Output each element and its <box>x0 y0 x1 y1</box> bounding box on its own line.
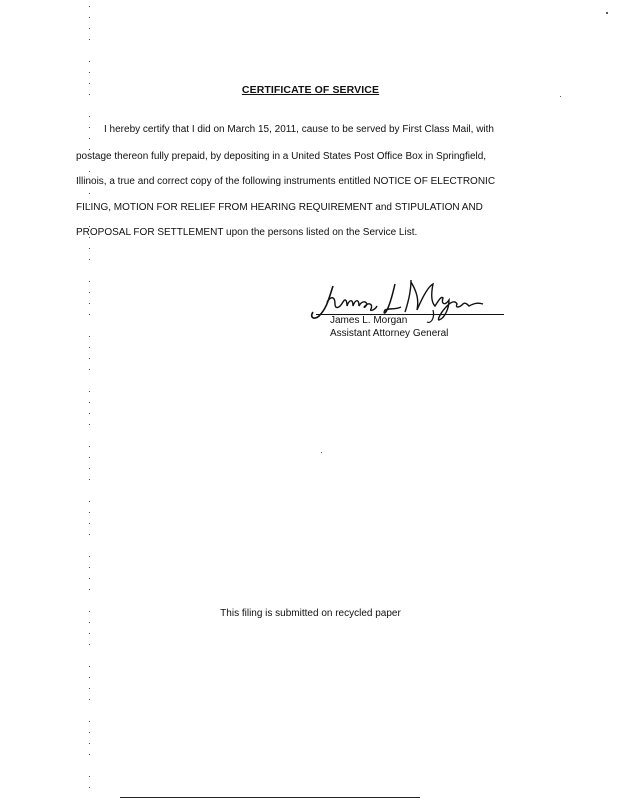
margin-speck <box>89 171 90 172</box>
margin-speck <box>89 358 90 359</box>
margin-speck <box>89 292 90 293</box>
body-line: Illinois, a true and correct copy of the following instruments entitled NOTICE OF ELECTRONIC <box>76 176 496 187</box>
scan-speck <box>606 12 608 14</box>
margin-speck <box>89 556 90 557</box>
margin-speck <box>89 281 90 282</box>
margin-speck <box>89 424 90 425</box>
margin-speck <box>89 787 90 788</box>
margin-speck <box>89 248 90 249</box>
margin-speck <box>89 149 90 150</box>
margin-speck <box>89 776 90 777</box>
margin-speck <box>89 6 90 7</box>
margin-speck <box>89 688 90 689</box>
margin-speck <box>89 699 90 700</box>
margin-speck <box>89 39 90 40</box>
signer-title: Assistant Attorney General <box>330 328 449 339</box>
margin-speck <box>89 468 90 469</box>
body-line: PROPOSAL FOR SETTLEMENT upon the persons listed on the Service List. <box>76 227 418 238</box>
margin-speck <box>89 721 90 722</box>
margin-speck <box>89 633 90 634</box>
margin-speck <box>89 666 90 667</box>
margin-speck <box>89 72 90 73</box>
page-title: CERTIFICATE OF SERVICE <box>241 84 380 96</box>
margin-speck <box>89 567 90 568</box>
margin-speck <box>89 336 90 337</box>
margin-speck <box>89 193 90 194</box>
margin-speck <box>89 314 90 315</box>
scan-edge <box>120 797 420 798</box>
margin-speck <box>89 523 90 524</box>
margin-speck <box>89 677 90 678</box>
margin-speck <box>89 28 90 29</box>
margin-speck <box>89 259 90 260</box>
body-line: postage thereon fully prepaid, by depositing in a United States Post Office Box in Springfield, <box>76 151 487 162</box>
margin-speck <box>89 446 90 447</box>
body-line: I hereby certify that I did on March 15, 2011, cause to be served by First Class Mail, with <box>104 124 494 135</box>
margin-speck <box>89 116 90 117</box>
scan-margin-specks <box>89 0 92 800</box>
margin-speck <box>89 622 90 623</box>
margin-speck <box>89 138 90 139</box>
margin-speck <box>89 61 90 62</box>
margin-speck <box>89 413 90 414</box>
margin-speck <box>89 501 90 502</box>
margin-speck <box>89 512 90 513</box>
recycled-paper-note: This filing is submitted on recycled paper <box>220 608 401 619</box>
margin-speck <box>89 347 90 348</box>
margin-speck <box>89 391 90 392</box>
margin-speck <box>89 644 90 645</box>
margin-speck <box>89 578 90 579</box>
margin-speck <box>89 127 90 128</box>
margin-speck <box>89 17 90 18</box>
margin-speck <box>89 743 90 744</box>
margin-speck <box>89 369 90 370</box>
scan-speck <box>321 452 322 453</box>
margin-speck <box>89 457 90 458</box>
margin-speck <box>89 732 90 733</box>
margin-speck <box>89 589 90 590</box>
margin-speck <box>89 402 90 403</box>
margin-speck <box>89 754 90 755</box>
margin-speck <box>89 479 90 480</box>
margin-speck <box>89 303 90 304</box>
signature-block <box>330 314 448 340</box>
body-line: FILING, MOTION FOR RELIEF FROM HEARING REQUIREMENT and STIPULATION AND <box>76 202 483 213</box>
scan-speck <box>560 96 561 97</box>
signer-name: James L. Morgan <box>330 315 408 326</box>
margin-speck <box>89 534 90 535</box>
